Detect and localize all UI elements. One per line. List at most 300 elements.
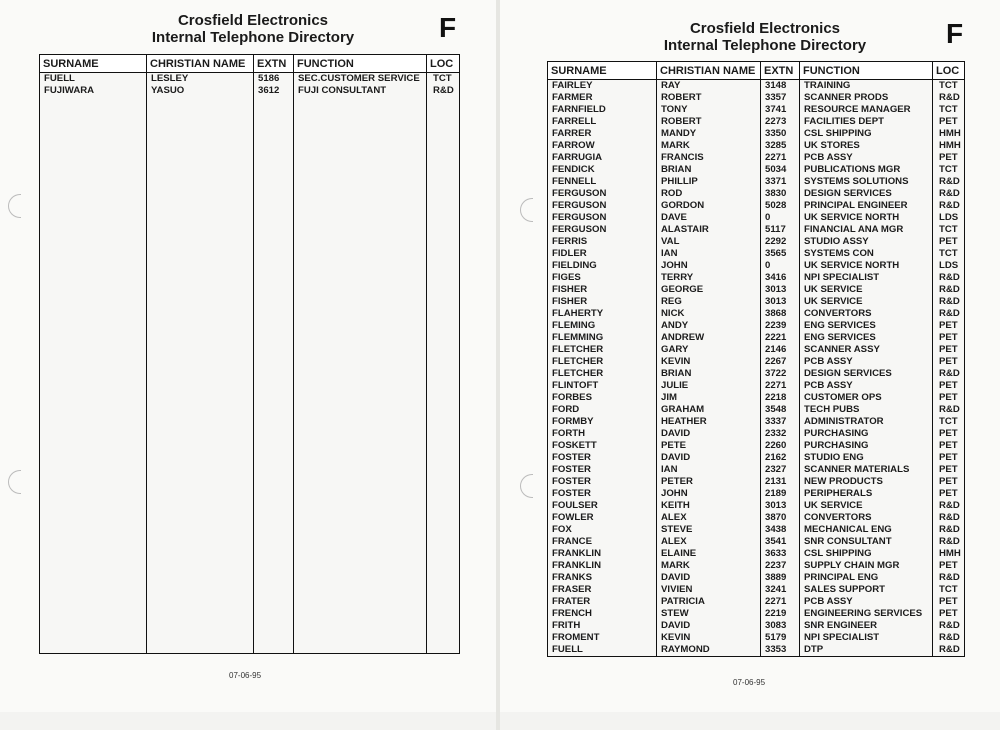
page-title bbox=[640, 20, 890, 54]
loc-cell: PET bbox=[933, 440, 965, 452]
function-cell: FINANCIAL ANA MGR bbox=[800, 224, 933, 236]
loc-cell: PET bbox=[933, 476, 965, 488]
surname-cell: FOSKETT bbox=[548, 440, 657, 452]
directory-table-left bbox=[39, 54, 460, 654]
surname-cell: FARROW bbox=[548, 140, 657, 152]
surname-cell: FOWLER bbox=[548, 512, 657, 524]
loc-cell: TCT bbox=[933, 248, 965, 260]
table-row bbox=[548, 320, 965, 332]
binder-hole bbox=[520, 474, 533, 498]
loc-cell: R&D bbox=[933, 572, 965, 584]
table-row bbox=[548, 452, 965, 464]
table-row bbox=[548, 164, 965, 176]
loc-cell: PET bbox=[933, 488, 965, 500]
function-cell: CSL SHIPPING bbox=[800, 128, 933, 140]
company-name: Crosfield Electronics bbox=[177, 12, 329, 29]
loc-cell: R&D bbox=[933, 644, 965, 657]
surname-cell: FENNELL bbox=[548, 176, 657, 188]
extn-cell: 3548 bbox=[761, 404, 800, 416]
extn-cell: 2271 bbox=[761, 380, 800, 392]
christian-name-cell: MANDY bbox=[657, 128, 761, 140]
function-cell: CONVERTORS bbox=[800, 512, 933, 524]
surname-cell: FARRELL bbox=[548, 116, 657, 128]
extn-cell: 2239 bbox=[761, 320, 800, 332]
function-cell: NPI SPECIALIST bbox=[800, 632, 933, 644]
extn-cell: 0 bbox=[761, 212, 800, 224]
loc-cell: R&D bbox=[933, 632, 965, 644]
table-row bbox=[548, 548, 965, 560]
christian-name-cell: ELAINE bbox=[657, 548, 761, 560]
function-cell: ADMINISTRATOR bbox=[800, 416, 933, 428]
table-row bbox=[548, 416, 965, 428]
christian-name-cell: NICK bbox=[657, 308, 761, 320]
function-cell: SNR ENGINEER bbox=[800, 620, 933, 632]
surname-cell: FORBES bbox=[548, 392, 657, 404]
function-cell: UK SERVICE bbox=[800, 284, 933, 296]
function-cell: RESOURCE MANAGER bbox=[800, 104, 933, 116]
function-cell: DESIGN SERVICES bbox=[800, 368, 933, 380]
surname-cell: FRANKLIN bbox=[548, 548, 657, 560]
christian-name-cell: VIVIEN bbox=[657, 584, 761, 596]
function-cell: SUPPLY CHAIN MGR bbox=[800, 560, 933, 572]
extn-cell: 3371 bbox=[761, 176, 800, 188]
binder-hole bbox=[8, 194, 21, 218]
surname-cell: FIELDING bbox=[548, 260, 657, 272]
christian-name-cell: JIM bbox=[657, 392, 761, 404]
function-cell: ENG SERVICES bbox=[800, 320, 933, 332]
function-cell: PURCHASING bbox=[800, 440, 933, 452]
table-row bbox=[548, 248, 965, 260]
extn-cell: 3353 bbox=[761, 644, 800, 657]
extn-cell: 3357 bbox=[761, 92, 800, 104]
christian-name-cell: PETER bbox=[657, 476, 761, 488]
column-header-loc: LOC bbox=[933, 62, 965, 80]
table-row bbox=[548, 608, 965, 620]
function-cell: PRINCIPAL ENG bbox=[800, 572, 933, 584]
christian-name-cell: ALASTAIR bbox=[657, 224, 761, 236]
table-row bbox=[548, 488, 965, 500]
loc-cell: R&D bbox=[933, 308, 965, 320]
column-header-extn: EXTN bbox=[761, 62, 800, 80]
loc-cell: R&D bbox=[933, 296, 965, 308]
table-row bbox=[548, 344, 965, 356]
column-header-christian-name: CHRISTIAN NAME bbox=[657, 62, 761, 80]
surname-cell: FOSTER bbox=[548, 476, 657, 488]
extn-cell: 2267 bbox=[761, 356, 800, 368]
company-name: Crosfield Electronics bbox=[689, 20, 841, 37]
christian-name-cell: STEVE bbox=[657, 524, 761, 536]
christian-name-cell: RAYMOND bbox=[657, 644, 761, 657]
extn-cell: 2332 bbox=[761, 428, 800, 440]
christian-name-cell: FRANCIS bbox=[657, 152, 761, 164]
christian-name-cell: DAVID bbox=[657, 572, 761, 584]
function-cell: UK SERVICE bbox=[800, 296, 933, 308]
loc-cell: PET bbox=[933, 452, 965, 464]
table-row bbox=[548, 596, 965, 608]
function-cell: PURCHASING bbox=[800, 428, 933, 440]
table-row bbox=[548, 92, 965, 104]
surname-cell: FENDICK bbox=[548, 164, 657, 176]
table-row bbox=[548, 200, 965, 212]
table-row bbox=[548, 620, 965, 632]
surname-cell: FUELL bbox=[40, 73, 147, 86]
column-header-christian-name: CHRISTIAN NAME bbox=[147, 55, 254, 73]
table-row bbox=[548, 644, 965, 657]
extn-cell: 3337 bbox=[761, 416, 800, 428]
surname-cell: FOX bbox=[548, 524, 657, 536]
function-cell: CUSTOMER OPS bbox=[800, 392, 933, 404]
christian-name-cell: HEATHER bbox=[657, 416, 761, 428]
surname-cell: FRANKLIN bbox=[548, 560, 657, 572]
column-header-loc: LOC bbox=[427, 55, 460, 73]
function-cell: SALES SUPPORT bbox=[800, 584, 933, 596]
loc-cell: PET bbox=[933, 116, 965, 128]
surname-cell: FRASER bbox=[548, 584, 657, 596]
loc-cell: TCT bbox=[933, 416, 965, 428]
christian-name-cell: PHILLIP bbox=[657, 176, 761, 188]
table-row bbox=[548, 128, 965, 140]
function-cell: UK STORES bbox=[800, 140, 933, 152]
christian-name-cell: GARY bbox=[657, 344, 761, 356]
table-row bbox=[548, 116, 965, 128]
extn-cell: 3741 bbox=[761, 104, 800, 116]
loc-cell: R&D bbox=[933, 176, 965, 188]
loc-cell: PET bbox=[933, 152, 965, 164]
surname-cell: FOSTER bbox=[548, 488, 657, 500]
function-cell: MECHANICAL ENG bbox=[800, 524, 933, 536]
empty-cell bbox=[40, 97, 147, 654]
surname-cell: FLETCHER bbox=[548, 356, 657, 368]
function-cell: UK SERVICE NORTH bbox=[800, 212, 933, 224]
directory-subtitle: Internal Telephone Directory bbox=[151, 29, 355, 46]
function-cell: DTP bbox=[800, 644, 933, 657]
table-row bbox=[40, 85, 460, 97]
loc-cell: R&D bbox=[933, 404, 965, 416]
table-row bbox=[548, 560, 965, 572]
christian-name-cell: ROBERT bbox=[657, 116, 761, 128]
empty-cell bbox=[254, 97, 294, 654]
loc-cell: PET bbox=[933, 560, 965, 572]
extn-cell: 5179 bbox=[761, 632, 800, 644]
loc-cell: R&D bbox=[933, 188, 965, 200]
christian-name-cell: ALEX bbox=[657, 512, 761, 524]
table-row bbox=[40, 73, 460, 86]
function-cell: PRINCIPAL ENGINEER bbox=[800, 200, 933, 212]
loc-cell: PET bbox=[933, 320, 965, 332]
table-row bbox=[548, 464, 965, 476]
christian-name-cell: IAN bbox=[657, 248, 761, 260]
function-cell: NPI SPECIALIST bbox=[800, 272, 933, 284]
extn-cell: 3722 bbox=[761, 368, 800, 380]
empty-cell bbox=[427, 97, 460, 654]
loc-cell: TCT bbox=[427, 73, 460, 86]
surname-cell: FOULSER bbox=[548, 500, 657, 512]
christian-name-cell: ANDREW bbox=[657, 332, 761, 344]
loc-cell: R&D bbox=[933, 272, 965, 284]
extn-cell: 2162 bbox=[761, 452, 800, 464]
empty-table-space bbox=[40, 97, 460, 654]
table-row bbox=[548, 512, 965, 524]
table-row bbox=[548, 260, 965, 272]
function-cell: UK SERVICE NORTH bbox=[800, 260, 933, 272]
loc-cell: TCT bbox=[933, 80, 965, 93]
christian-name-cell: ROD bbox=[657, 188, 761, 200]
function-cell: PCB ASSY bbox=[800, 152, 933, 164]
christian-name-cell: GORDON bbox=[657, 200, 761, 212]
surname-cell: FLINTOFT bbox=[548, 380, 657, 392]
column-header-surname: SURNAME bbox=[548, 62, 657, 80]
extn-cell: 3633 bbox=[761, 548, 800, 560]
loc-cell: PET bbox=[933, 608, 965, 620]
extn-cell: 3148 bbox=[761, 80, 800, 93]
surname-cell: FORTH bbox=[548, 428, 657, 440]
christian-name-cell: IAN bbox=[657, 464, 761, 476]
christian-name-cell: REG bbox=[657, 296, 761, 308]
loc-cell: PET bbox=[933, 332, 965, 344]
table-row bbox=[548, 152, 965, 164]
extn-cell: 3350 bbox=[761, 128, 800, 140]
surname-cell: FERGUSON bbox=[548, 188, 657, 200]
loc-cell: R&D bbox=[427, 85, 460, 97]
loc-cell: PET bbox=[933, 464, 965, 476]
extn-cell: 3013 bbox=[761, 284, 800, 296]
extn-cell: 3416 bbox=[761, 272, 800, 284]
extn-cell: 2219 bbox=[761, 608, 800, 620]
loc-cell: R&D bbox=[933, 536, 965, 548]
loc-cell: R&D bbox=[933, 92, 965, 104]
surname-cell: FISHER bbox=[548, 284, 657, 296]
christian-name-cell: KEVIN bbox=[657, 632, 761, 644]
christian-name-cell: TONY bbox=[657, 104, 761, 116]
column-header-function: FUNCTION bbox=[800, 62, 933, 80]
loc-cell: HMH bbox=[933, 128, 965, 140]
function-cell: ENG SERVICES bbox=[800, 332, 933, 344]
surname-cell: FLEMING bbox=[548, 320, 657, 332]
surname-cell: FARNFIELD bbox=[548, 104, 657, 116]
function-cell: DESIGN SERVICES bbox=[800, 188, 933, 200]
extn-cell: 2146 bbox=[761, 344, 800, 356]
loc-cell: R&D bbox=[933, 368, 965, 380]
extn-cell: 3830 bbox=[761, 188, 800, 200]
christian-name-cell: RAY bbox=[657, 80, 761, 93]
loc-cell: TCT bbox=[933, 224, 965, 236]
surname-cell: FRENCH bbox=[548, 608, 657, 620]
extn-cell: 2292 bbox=[761, 236, 800, 248]
table-row bbox=[548, 536, 965, 548]
loc-cell: PET bbox=[933, 344, 965, 356]
extn-cell: 5117 bbox=[761, 224, 800, 236]
christian-name-cell: YASUO bbox=[147, 85, 254, 97]
christian-name-cell: BRIAN bbox=[657, 368, 761, 380]
function-cell: SEC.CUSTOMER SERVICE bbox=[294, 73, 427, 86]
extn-cell: 3868 bbox=[761, 308, 800, 320]
table-row bbox=[548, 356, 965, 368]
loc-cell: R&D bbox=[933, 500, 965, 512]
directory-subtitle: Internal Telephone Directory bbox=[663, 37, 867, 54]
christian-name-cell: GRAHAM bbox=[657, 404, 761, 416]
function-cell: SCANNER PRODS bbox=[800, 92, 933, 104]
surname-cell: FLETCHER bbox=[548, 344, 657, 356]
table-header-row bbox=[548, 62, 965, 80]
table-row bbox=[548, 380, 965, 392]
christian-name-cell: ROBERT bbox=[657, 92, 761, 104]
loc-cell: R&D bbox=[933, 620, 965, 632]
extn-cell: 2271 bbox=[761, 596, 800, 608]
function-cell: SCANNER MATERIALS bbox=[800, 464, 933, 476]
extn-cell: 2271 bbox=[761, 152, 800, 164]
loc-cell: PET bbox=[933, 356, 965, 368]
function-cell: SCANNER ASSY bbox=[800, 344, 933, 356]
table-row bbox=[548, 212, 965, 224]
christian-name-cell: MARK bbox=[657, 560, 761, 572]
extn-cell: 2237 bbox=[761, 560, 800, 572]
column-header-function: FUNCTION bbox=[294, 55, 427, 73]
christian-name-cell: VAL bbox=[657, 236, 761, 248]
function-cell: TECH PUBS bbox=[800, 404, 933, 416]
page-footer-date: 07-06-95 bbox=[229, 671, 262, 680]
binder-hole bbox=[520, 198, 533, 222]
extn-cell: 2327 bbox=[761, 464, 800, 476]
surname-cell: FERGUSON bbox=[548, 224, 657, 236]
table-row bbox=[548, 584, 965, 596]
extn-cell: 2189 bbox=[761, 488, 800, 500]
directory-table-right bbox=[547, 61, 965, 657]
surname-cell: FARMER bbox=[548, 92, 657, 104]
loc-cell: R&D bbox=[933, 284, 965, 296]
surname-cell: FOSTER bbox=[548, 452, 657, 464]
function-cell: ENGINEERING SERVICES bbox=[800, 608, 933, 620]
section-letter: F bbox=[946, 18, 964, 49]
function-cell: STUDIO ENG bbox=[800, 452, 933, 464]
table-row bbox=[548, 368, 965, 380]
table-row bbox=[548, 500, 965, 512]
loc-cell: PET bbox=[933, 596, 965, 608]
surname-cell: FROMENT bbox=[548, 632, 657, 644]
christian-name-cell: TERRY bbox=[657, 272, 761, 284]
function-cell: CONVERTORS bbox=[800, 308, 933, 320]
surname-cell: FERRIS bbox=[548, 236, 657, 248]
loc-cell: R&D bbox=[933, 200, 965, 212]
column-header-extn: EXTN bbox=[254, 55, 294, 73]
surname-cell: FLEMMING bbox=[548, 332, 657, 344]
function-cell: SYSTEMS CON bbox=[800, 248, 933, 260]
function-cell: PERIPHERALS bbox=[800, 488, 933, 500]
extn-cell: 3565 bbox=[761, 248, 800, 260]
loc-cell: PET bbox=[933, 392, 965, 404]
extn-cell: 2218 bbox=[761, 392, 800, 404]
loc-cell: LDS bbox=[933, 212, 965, 224]
table-row bbox=[548, 188, 965, 200]
extn-cell: 2273 bbox=[761, 116, 800, 128]
christian-name-cell: DAVID bbox=[657, 452, 761, 464]
table-row bbox=[548, 272, 965, 284]
loc-cell: HMH bbox=[933, 548, 965, 560]
table-row bbox=[548, 308, 965, 320]
extn-cell: 2221 bbox=[761, 332, 800, 344]
surname-cell: FOSTER bbox=[548, 464, 657, 476]
christian-name-cell: DAVID bbox=[657, 428, 761, 440]
christian-name-cell: GEORGE bbox=[657, 284, 761, 296]
christian-name-cell: JULIE bbox=[657, 380, 761, 392]
extn-cell: 3013 bbox=[761, 296, 800, 308]
function-cell: UK SERVICE bbox=[800, 500, 933, 512]
christian-name-cell: PATRICIA bbox=[657, 596, 761, 608]
function-cell: FACILITIES DEPT bbox=[800, 116, 933, 128]
loc-cell: PET bbox=[933, 236, 965, 248]
function-cell: PCB ASSY bbox=[800, 596, 933, 608]
surname-cell: FARRER bbox=[548, 128, 657, 140]
extn-cell: 0 bbox=[761, 260, 800, 272]
table-header-row bbox=[40, 55, 460, 73]
extn-cell: 3241 bbox=[761, 584, 800, 596]
table-row bbox=[548, 404, 965, 416]
surname-cell: FISHER bbox=[548, 296, 657, 308]
table-row bbox=[548, 80, 965, 93]
extn-cell: 3870 bbox=[761, 512, 800, 524]
loc-cell: TCT bbox=[933, 584, 965, 596]
extn-cell: 5034 bbox=[761, 164, 800, 176]
extn-cell: 3285 bbox=[761, 140, 800, 152]
empty-cell bbox=[294, 97, 427, 654]
christian-name-cell: LESLEY bbox=[147, 73, 254, 86]
section-letter: F bbox=[439, 12, 457, 43]
christian-name-cell: MARK bbox=[657, 140, 761, 152]
surname-cell: FARRUGIA bbox=[548, 152, 657, 164]
surname-cell: FRATER bbox=[548, 596, 657, 608]
function-cell: NEW PRODUCTS bbox=[800, 476, 933, 488]
loc-cell: PET bbox=[933, 428, 965, 440]
christian-name-cell: JOHN bbox=[657, 260, 761, 272]
function-cell: STUDIO ASSY bbox=[800, 236, 933, 248]
function-cell: FUJI CONSULTANT bbox=[294, 85, 427, 97]
function-cell: TRAINING bbox=[800, 80, 933, 93]
table-row bbox=[548, 296, 965, 308]
surname-cell: FLAHERTY bbox=[548, 308, 657, 320]
surname-cell: FLETCHER bbox=[548, 368, 657, 380]
christian-name-cell: PETE bbox=[657, 440, 761, 452]
column-header-surname: SURNAME bbox=[40, 55, 147, 73]
table-row bbox=[548, 524, 965, 536]
table-row bbox=[548, 140, 965, 152]
surname-cell: FAIRLEY bbox=[548, 80, 657, 93]
table-row bbox=[548, 284, 965, 296]
function-cell: SNR CONSULTANT bbox=[800, 536, 933, 548]
table-row bbox=[548, 176, 965, 188]
extn-cell: 2131 bbox=[761, 476, 800, 488]
extn-cell: 3083 bbox=[761, 620, 800, 632]
binder-hole bbox=[8, 470, 21, 494]
function-cell: CSL SHIPPING bbox=[800, 548, 933, 560]
christian-name-cell: BRIAN bbox=[657, 164, 761, 176]
page-footer-date: 07-06-95 bbox=[733, 678, 766, 687]
surname-cell: FIDLER bbox=[548, 248, 657, 260]
christian-name-cell: JOHN bbox=[657, 488, 761, 500]
table-row bbox=[548, 392, 965, 404]
table-row bbox=[548, 224, 965, 236]
extn-cell: 3612 bbox=[254, 85, 294, 97]
table-row bbox=[548, 332, 965, 344]
table-row bbox=[548, 440, 965, 452]
table-row bbox=[548, 572, 965, 584]
surname-cell: FIGES bbox=[548, 272, 657, 284]
christian-name-cell: STEW bbox=[657, 608, 761, 620]
table-row bbox=[548, 236, 965, 248]
loc-cell: PET bbox=[933, 380, 965, 392]
loc-cell: TCT bbox=[933, 164, 965, 176]
extn-cell: 2260 bbox=[761, 440, 800, 452]
function-cell: PCB ASSY bbox=[800, 380, 933, 392]
function-cell: SYSTEMS SOLUTIONS bbox=[800, 176, 933, 188]
